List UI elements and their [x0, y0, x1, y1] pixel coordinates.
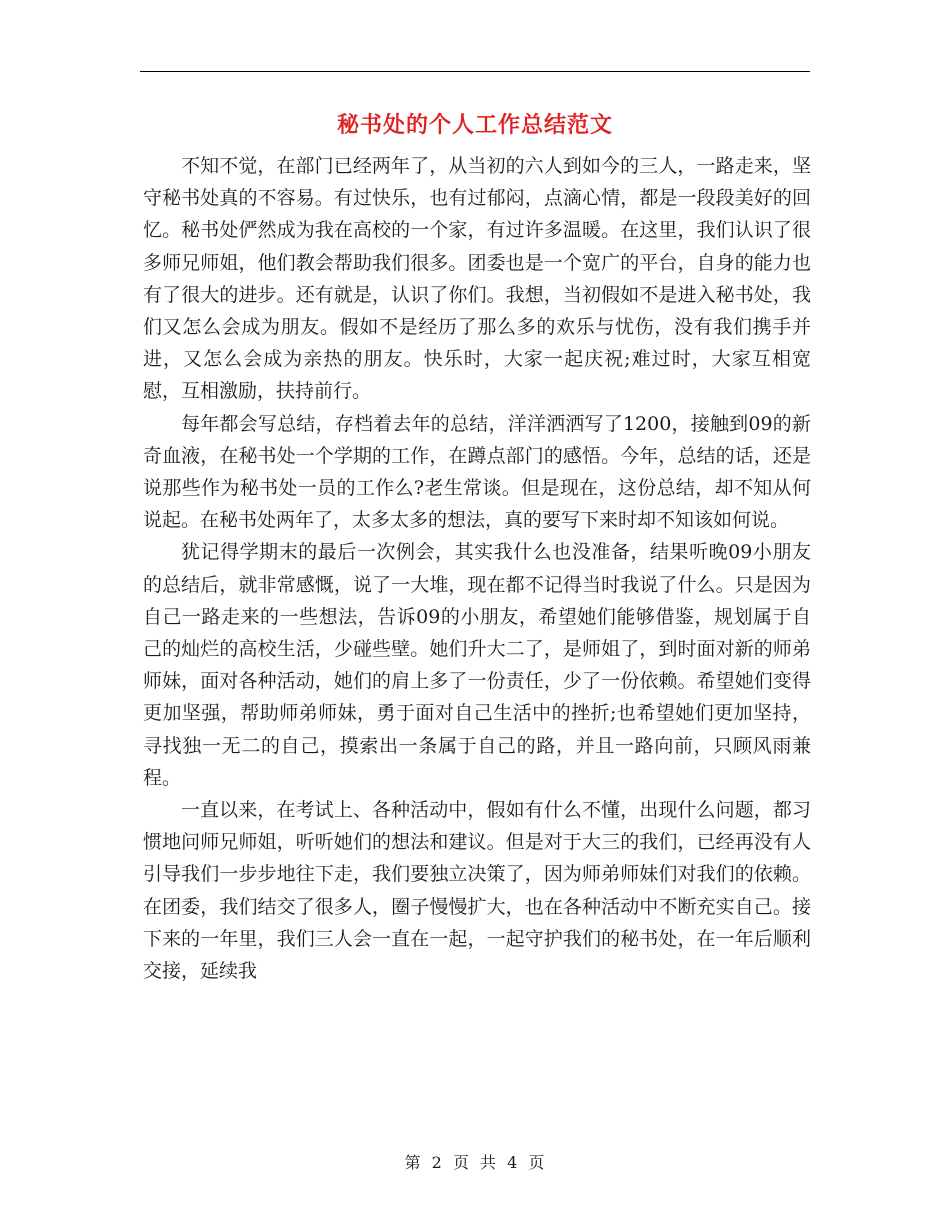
document-title: 秘书处的个人工作总结范文: [336, 112, 613, 138]
page-number: 第 2 页 共 4 页: [404, 1153, 546, 1172]
paragraph-2: 每年都会写总结，存档着去年的总结，洋洋洒洒写了1200，接触到09的新奇血液，在秘书处一个学期的工作，在蹲点部门的感悟。今年，总结的话，还是说那些作为秘书处一员的工作么?老生常谈。但是现在，这份总结，却不知从何说起。在秘书处两年了，太多太多的想法，真的要写下来时却不知该如何说。: [143, 412, 811, 532]
paragraph-4: 一直以来，在考试上、各种活动中，假如有什么不懂，出现什么问题，都习惯地问师兄师姐，听听她们的想法和建议。但是对于大三的我们，已经再没有人引导我们一步步地往下走，我们要独立决策了，因为师弟师妹们对我们的依赖。在团委，我们结交了很多人，圈子慢慢扩大，也在各种活动中不断充实自己。接下来的一年里，我们三人会一直在一起，一起守护我们的秘书处，在一年后顺利交接，延续我: [143, 799, 811, 983]
document-body: [143, 150, 811, 987]
paragraph-3: 犹记得学期末的最后一次例会，其实我什么也没准备，结果听晚09小朋友的总结后，就非常感慨，说了一大堆，现在都不记得当时我说了什么。只是因为自己一路走来的一些想法，告诉09的小朋友，希望她们能够借鉴，规划属于自己的灿烂的高校生活，少碰些壁。她们升大二了，是师姐了，到时面对新的师弟师妹，面对各种活动，她们的肩上多了一份责任，少了一份依赖。希望她们变得更加坚强，帮助师弟师妹，勇于面对自己生活中的挫折;也希望她们更加坚持，寻找独一无二的自己，摸索出一条属于自己的路，并且一路向前，只顾风雨兼程。: [143, 541, 811, 789]
paragraph-1: 不知不觉，在部门已经两年了，从当初的六人到如今的三人，一路走来，坚守秘书处真的不容易。有过快乐，也有过郁闷，点滴心情，都是一段段美好的回忆。秘书处俨然成为我在高校的一个家，有过许多温暖。在这里，我们认识了很多师兄师姐，他们教会帮助我们很多。团委也是一个宽广的平台，自身的能力也有了很大的进步。还有就是，认识了你们。我想，当初假如不是进入秘书处，我们又怎么会成为朋友。假如不是经历了那么多的欢乐与忧伤，没有我们携手并进，又怎么会成为亲热的朋友。快乐时，大家一起庆祝;难过时，大家互相宽慰，互相激励，扶持前行。: [143, 155, 811, 403]
header-rule: [140, 71, 810, 72]
